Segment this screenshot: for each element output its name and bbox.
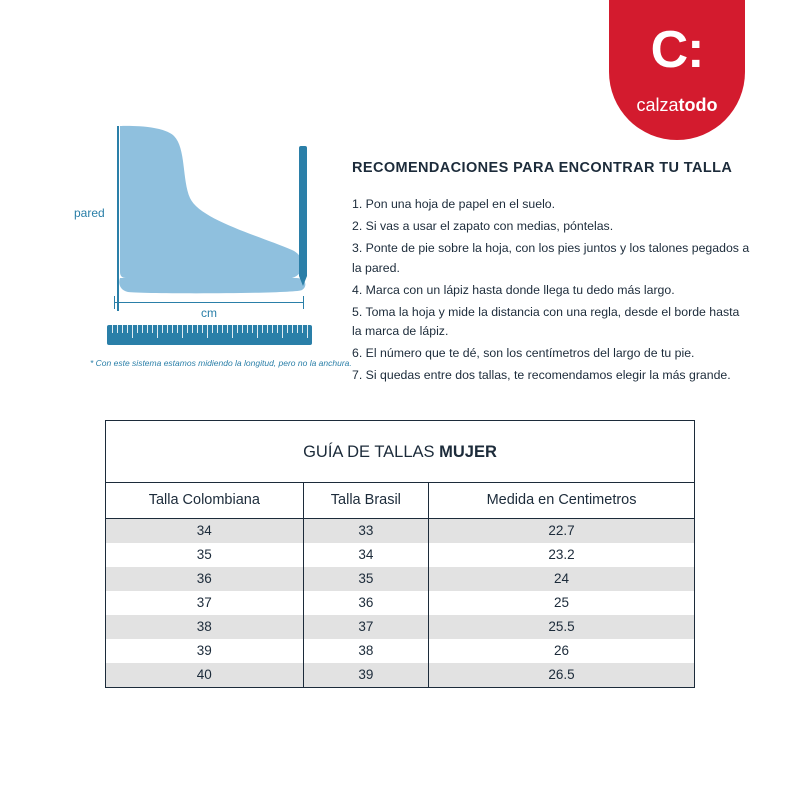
table-cell: 40 [106, 663, 303, 687]
table-row [106, 519, 694, 544]
column-header-brasil: Talla Brasil [303, 483, 428, 519]
table-cell: 22.7 [429, 519, 694, 544]
table-row [106, 567, 694, 591]
size-table-title-plain: GUÍA DE TALLAS [303, 443, 440, 461]
ruler-icon [107, 325, 312, 345]
recommendation-step: 3. Ponte de pie sobre la hoja, con los pies juntos y los talones pegados a la pared. [352, 240, 750, 275]
column-header-colombiana: Talla Colombiana [106, 483, 303, 519]
logo-mark-icon: C: [650, 21, 704, 79]
table-cell: 39 [106, 639, 303, 663]
size-table-title [106, 421, 694, 483]
size-table [105, 420, 695, 688]
logo-word-part1: calza [636, 95, 679, 115]
table-cell: 26 [554, 643, 570, 658]
cm-measure-arrow [114, 296, 304, 326]
wall-label: pared [74, 206, 105, 220]
table-cell: 37 [106, 591, 303, 615]
recommendation-step: 5. Toma la hoja y mide la distancia con una regla, desde el borde hasta la marca de lápiz. [352, 304, 740, 339]
recommendations-list [352, 195, 752, 386]
table-cell: 35 [303, 567, 428, 591]
table-cell: 39 [303, 663, 428, 687]
table-cell: 38 [303, 639, 428, 663]
table-row [106, 615, 694, 639]
cm-label: cm [201, 306, 217, 320]
recommendation-step: 1. Pon una hoja de papel en el suelo. [352, 197, 556, 212]
recommendation-step: 7. Si quedas entre dos tallas, te recomendamos elegir la más grande. [352, 368, 731, 383]
recommendations-title: RECOMENDACIONES PARA ENCONTRAR TU TALLA [352, 160, 733, 176]
table-row [106, 543, 694, 567]
size-table-title-bold: MUJER [439, 443, 497, 461]
brand-logo [609, 0, 745, 140]
table-cell: 24 [429, 567, 694, 591]
logo-word-part2: todo [678, 95, 718, 115]
table-cell: 37 [303, 615, 428, 639]
table-cell: 25 [554, 595, 570, 610]
pencil-icon [299, 146, 307, 276]
table-row [106, 639, 694, 663]
table-cell: 26.5 [429, 663, 694, 687]
table-header-row [106, 483, 694, 519]
table-cell: 34 [106, 519, 303, 544]
column-header-centimetros: Medida en Centimetros [429, 483, 694, 519]
table-cell: 36 [303, 591, 428, 615]
logo-wordmark [609, 96, 745, 114]
table-cell: 38 [106, 615, 303, 639]
size-table-grid [106, 483, 694, 687]
recommendation-step: 6. El número que te dé, son los centímetros del largo de tu pie. [352, 346, 695, 361]
table-row [106, 591, 694, 615]
table-cell: 36 [106, 567, 303, 591]
table-cell: 25.5 [429, 615, 694, 639]
table-cell: 33 [303, 519, 428, 544]
diagram-footnote: * Con este sistema estamos midiendo la longitud, pero no la anchura. [90, 358, 352, 368]
table-row [106, 663, 694, 687]
recommendation-step: 4. Marca con un lápiz hasta donde llega tu dedo más largo. [352, 282, 675, 297]
recommendation-step: 2. Si vas a usar el zapato con medias, póntelas. [352, 218, 614, 233]
table-cell: 34 [303, 543, 428, 567]
foot-measure-diagram [70, 118, 352, 388]
table-cell: 23.2 [548, 547, 575, 562]
table-cell: 35 [106, 543, 303, 567]
recommendations-block [352, 158, 752, 388]
